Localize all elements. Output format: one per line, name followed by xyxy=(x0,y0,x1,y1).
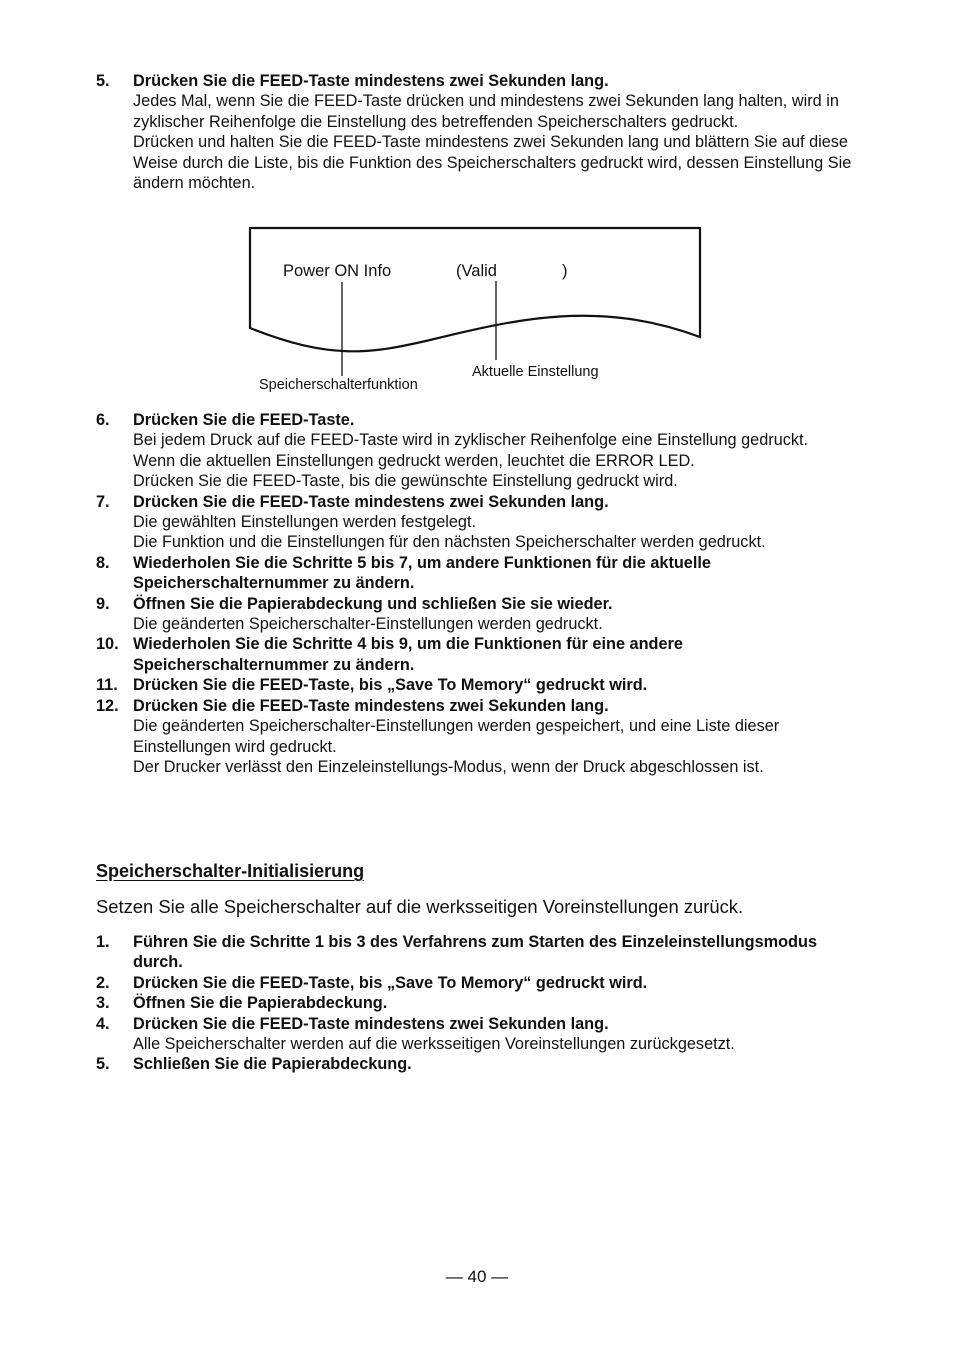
step-item xyxy=(96,634,866,675)
step-number: 2. xyxy=(96,973,110,992)
print-setting-value: (Valid xyxy=(456,262,497,280)
section-heading: Speicherschalter-Initialisierung xyxy=(96,861,365,881)
step-number: 4. xyxy=(96,1014,110,1033)
label-function: Speicherschalterfunktion xyxy=(259,377,418,393)
step-text: Jedes Mal, wenn Sie die FEED-Taste drücken und mindestens zwei Sekunden lang halten, wird in zyklischer Reihenfolge die Einstellung des betreffenden Speicherschalters gedruckt. xyxy=(133,92,839,131)
step-heading: Schließen Sie die Papierabdeckung. xyxy=(133,1055,412,1074)
step-number: 10. xyxy=(96,635,119,654)
step-text: Drücken und halten Sie die FEED-Taste mindestens zwei Sekunden lang und blättern Sie auf diese Weise durch die Liste, bis die Funktion des Speicherschalters gedruckt wird, dessen Einstellung Sie ändern möchten. xyxy=(133,133,852,193)
step-item xyxy=(96,675,866,695)
step-item xyxy=(96,1054,866,1074)
step-text: Die gewählten Einstellungen werden festgelegt. xyxy=(133,513,477,532)
step-text: Die geänderten Speicherschalter-Einstellungen werden gedruckt. xyxy=(133,615,603,634)
step-item xyxy=(96,1014,866,1055)
step-heading: Wiederholen Sie die Schritte 4 bis 9, um die Funktionen für eine andere Speicherschalternummer zu ändern. xyxy=(133,635,683,674)
step-number: 5. xyxy=(96,1055,110,1074)
step-number: 1. xyxy=(96,933,110,951)
step-text: Wenn die aktuellen Einstellungen gedruckt werden, leuchtet die ERROR LED. xyxy=(133,451,695,470)
step-item xyxy=(96,553,866,594)
print-setting-close: ) xyxy=(562,262,568,280)
step-heading: Öffnen Sie die Papierabdeckung. xyxy=(133,994,388,1013)
step-heading: Öffnen Sie die Papierabdeckung und schließen Sie sie wieder. xyxy=(133,594,613,613)
step-item xyxy=(96,696,866,778)
step-text: Die Funktion und die Einstellungen für den nächsten Speicherschalter werden gedruckt. xyxy=(133,533,766,552)
step-item xyxy=(96,973,866,993)
step-heading: Drücken Sie die FEED-Taste mindestens zwei Sekunden lang. xyxy=(133,1014,609,1033)
step-number: 7. xyxy=(96,492,110,511)
step-number: 6. xyxy=(96,411,110,429)
page-number: — 40 — xyxy=(445,1267,509,1286)
step-number: 8. xyxy=(96,553,110,572)
step-heading: Wiederholen Sie die Schritte 5 bis 7, um andere Funktionen für die aktuelle Speicherschalternummer zu ändern. xyxy=(133,553,711,593)
step-text: Der Drucker verlässt den Einzeleinstellungs-Modus, wenn der Druck abgeschlossen ist. xyxy=(133,757,764,776)
step-heading: Drücken Sie die FEED-Taste, bis „Save To Memory“ gedruckt wird. xyxy=(133,973,648,992)
steps-list-initialization xyxy=(96,932,866,1075)
print-function-name: Power ON Info xyxy=(283,262,392,280)
step-number: 5. xyxy=(96,72,110,90)
section-intro: Setzen Sie alle Speicherschalter auf die werksseitigen Voreinstellungen zurück. xyxy=(96,896,744,917)
label-setting: Aktuelle Einstellung xyxy=(472,364,599,380)
step-heading: Drücken Sie die FEED-Taste mindestens zwei Sekunden lang. xyxy=(133,492,609,511)
step-item xyxy=(96,932,866,973)
step-item xyxy=(96,71,866,193)
paper-outline xyxy=(250,228,700,351)
step-item xyxy=(96,492,866,553)
step-number: 11. xyxy=(96,676,118,695)
step-text: Die geänderten Speicherschalter-Einstellungen werden gespeichert, und eine Liste dieser Einstellungen wird gedruckt. xyxy=(133,717,780,756)
step-heading: Drücken Sie die FEED-Taste, bis „Save To Memory“ gedruckt wird. xyxy=(133,676,648,695)
step-number: 9. xyxy=(96,594,110,613)
step-text: Drücken Sie die FEED-Taste, bis die gewünschte Einstellung gedruckt wird. xyxy=(133,472,678,491)
step-heading: Drücken Sie die FEED-Taste. xyxy=(133,411,355,429)
step-text: Alle Speicherschalter werden auf die werksseitigen Voreinstellungen zurückgesetzt. xyxy=(133,1035,735,1054)
step-heading: Drücken Sie die FEED-Taste mindestens zwei Sekunden lang. xyxy=(133,696,609,715)
step-number: 3. xyxy=(96,994,110,1013)
steps-list-main xyxy=(96,410,866,777)
step-item xyxy=(96,594,866,635)
step-text: Bei jedem Druck auf die FEED-Taste wird in zyklischer Reihenfolge eine Einstellung gedruckt. xyxy=(133,431,809,450)
steps-list-continued xyxy=(96,71,866,193)
step-heading: Drücken Sie die FEED-Taste mindestens zwei Sekunden lang. xyxy=(133,72,609,90)
step-item xyxy=(96,410,866,492)
step-item xyxy=(96,993,866,1013)
step-number: 12. xyxy=(96,696,119,715)
step-heading: Führen Sie die Schritte 1 bis 3 des Verfahrens zum Starten des Einzeleinstellungsmodus durch. xyxy=(133,933,818,972)
